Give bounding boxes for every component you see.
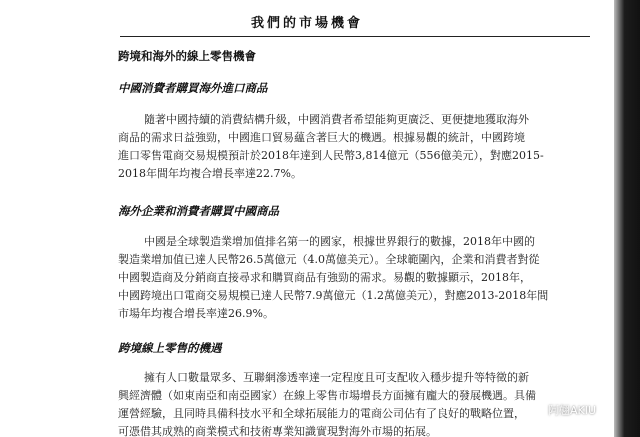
paragraph-line: 擁有人口數量眾多、互聯網滲透率達一定程度且可支配收入穩步提升等特徵的新 — [144, 371, 529, 384]
paragraph-line: 進口零售電商交易規模預計於2018年達到人民幣3,814億元（556億美元），對應2015- — [118, 149, 544, 162]
paragraph-line: 中國製造商及分銷商直接尋求和購買商品有強勁的需求。易觀的數據顯示，2018年， — [118, 271, 531, 284]
page-header-title: 我們的市場機會 — [250, 16, 363, 31]
paragraph-crossborder — [118, 369, 598, 437]
paragraph-import — [118, 111, 598, 183]
watermark-text: 阿翹AKIU — [548, 404, 597, 417]
paragraph-line: 市場年均複合增長率達26.9%。 — [118, 307, 274, 320]
header-rule — [120, 36, 590, 37]
subheading-crossborder: 跨境線上零售的機遇 — [118, 341, 222, 355]
paragraph-line: 中國是全球製造業增加值排名第一的國家，根據世界銀行的數據，2018年中國的 — [144, 235, 535, 248]
paragraph-line: 中國跨境出口電商交易規模已達人民幣7.9萬億元（1.2萬億美元），對應2013-2018年間 — [118, 289, 549, 302]
paragraph-line: 商品的需求日益強勁，中國進口貿易蘊含著巨大的機遇。根據易觀的統計，中國跨境 — [118, 131, 525, 144]
page-edge-shadow — [614, 0, 640, 437]
paragraph-line: 運營經驗，且同時具備科技水平和全球拓展能力的電商公司佔有了良好的戰略位置， — [118, 407, 525, 420]
paragraph-export — [118, 233, 598, 323]
paragraph-line: 興經濟體（如東南亞和南亞國家）在線上零售市場增長方面擁有龐大的發展機遇。具備 — [118, 389, 536, 402]
paragraph-line: 可憑借其成熟的商業模式和技術專業知識實現對海外市場的拓展。 — [118, 425, 437, 437]
wechat-icon — [528, 404, 544, 416]
subheading-export: 海外企業和消費者購買中國商品 — [118, 204, 279, 218]
paragraph-line: 2018年間年均複合增長率達22.7%。 — [118, 167, 302, 180]
watermark — [528, 402, 596, 418]
section-heading: 跨境和海外的線上零售機會 — [118, 49, 256, 63]
subheading-import: 中國消費者購買海外進口商品 — [118, 81, 268, 95]
paragraph-line: 製造業增加值已達人民幣26.5萬億元（4.0萬億美元）。全球範圍內，企業和消費者對從 — [118, 253, 540, 266]
paragraph-line: 隨著中國持續的消費結構升級，中國消費者希望能夠更廣泛、更便捷地獲取海外 — [144, 113, 529, 126]
